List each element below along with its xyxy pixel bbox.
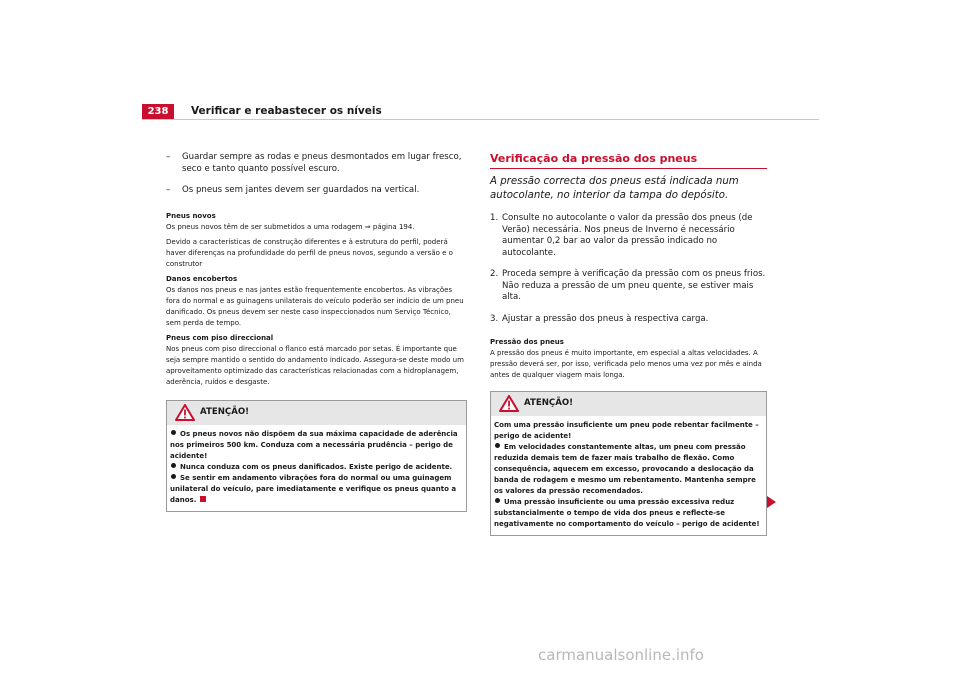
warning-item <box>170 473 462 506</box>
warning-header <box>167 401 466 425</box>
step-text: Ajustar a pressão dos pneus à respectiva carga. <box>502 313 709 324</box>
new-tyres-heading: Pneus novos <box>166 211 216 220</box>
next-page-arrow-icon[interactable] <box>767 496 776 508</box>
hidden-damage-paragraph: Os danos nos pneus e nas jantes estão frequentemente encobertos. As vibrações fora do normal e as guinagens unilaterais do veículo poderão ser indício de um pneu danificado. Os pneus devem ser neste caso inspeccionados num Serviço Técnico, sem perda de tempo. <box>166 285 464 327</box>
warning-body <box>491 416 766 535</box>
new-tyres-paragraph-1 <box>166 222 467 233</box>
page-reference-link[interactable]: ⇒ página 194. <box>364 222 415 231</box>
warning-item-text: Os pneus novos não dispõem da sua máxima capacidade de aderência nos primeiros 500 km. Conduza com a necessária prudência – perigo de acidente! <box>170 429 458 460</box>
step-item <box>490 213 767 259</box>
bullet-icon <box>171 474 176 479</box>
warning-header <box>491 392 766 416</box>
warning-item <box>494 442 762 497</box>
dash-marker: – <box>166 185 171 195</box>
warning-item-text: Em velocidades constantemente altas, um pneu com pressão reduzida demais tem de fazer mais trabalho de flexão. Como consequência, aquecem em excesso, provocando a deslocação da banda de rodagem e mesmo um rebentamento. Mantenha sempre os valores da pressão recomendados. <box>494 443 756 495</box>
left-column <box>166 152 467 512</box>
warning-item-text: Se sentir em andamento vibrações fora do normal ou uma guinagem unilateral do veículo, pare imediatamente e verifique os pneus quanto a danos. <box>170 473 457 504</box>
section-lead: A pressão correcta dos pneus está indicada num autocolante, no interior da tampa do depósito. <box>490 176 739 201</box>
step-number: 2. <box>490 269 499 279</box>
bullet-icon <box>495 443 500 448</box>
warning-title: ATENÇÃO! <box>524 398 574 408</box>
header-rule <box>142 119 819 120</box>
warning-body <box>167 425 466 511</box>
step-text: Consulte no autocolante o valor da pressão dos pneus (de Verão) necessária. Nos pneus de Inverno é necessário aumentar 0,2 bar ao valor da pressão indicado no autocolante. <box>502 213 753 258</box>
step-text: Proceda sempre à verificação da pressão com os pneus frios. Não reduza a pressão de um pneu quente, se estiver mais alta. <box>502 269 766 302</box>
warning-box-right <box>490 391 767 536</box>
new-tyres-paragraph-2: Devido a características de construção diferentes e à estrutura do perfil, poderá haver diferenças na profundidade do perfil de pneus novos, segundo a versão e o construtor <box>166 237 453 268</box>
new-tyres-text: Os pneus novos têm de ser submetidos a uma rodagem <box>166 222 365 231</box>
bullet-icon <box>495 498 500 503</box>
hidden-damage-heading: Danos encobertos <box>166 274 238 283</box>
end-square-icon <box>200 496 206 502</box>
page-number: 238 <box>142 104 174 119</box>
step-number: 1. <box>490 213 499 223</box>
pressure-paragraph: A pressão dos pneus é muito importante, em especial a altas velocidades. A pressão deverá ser, por isso, verificada pelo menos uma vez por mês e ainda antes de qualquer viagem mais longa. <box>490 349 762 379</box>
dash-item <box>166 152 467 175</box>
section-title: Verificação da pressão dos pneus <box>490 152 698 165</box>
section-rule <box>490 168 767 169</box>
warning-title: ATENÇÃO! <box>200 406 250 417</box>
warning-item <box>170 462 462 473</box>
step-item <box>490 314 767 326</box>
directional-heading: Pneus com piso direccional <box>166 333 274 342</box>
pressure-heading: Pressão dos pneus <box>490 338 564 346</box>
warning-box-left <box>166 400 467 512</box>
warning-item <box>494 497 762 530</box>
warning-lead: Com uma pressão insuficiente um pneu pode rebentar facilmente – perigo de acidente! <box>494 421 759 440</box>
running-title: Verificar e reabastecer os níveis <box>191 105 382 117</box>
step-item <box>490 269 767 304</box>
warning-triangle-icon <box>499 395 519 412</box>
dash-marker: – <box>166 152 171 162</box>
warning-item-text: Uma pressão insuficiente ou uma pressão excessiva reduz substancialmente o tempo de vida dos pneus e reflecte-se negativamente no comportamento do veículo – perigo de acidente! <box>494 498 760 528</box>
warning-item-text: Nunca conduza com os pneus danificados. Existe perigo de acidente. <box>180 462 453 471</box>
directional-paragraph: Nos pneus com piso direccional o flanco está marcado por setas. É importante que seja sempre mantido o sentido do andamento indicado. Assegura-se deste modo um aproveitamento optimizado das características relacionadas com a hidroplanagem, aderência, ruídos e desgaste. <box>166 344 464 386</box>
dash-item <box>166 185 467 197</box>
right-column <box>490 152 767 536</box>
dash-item-text: Guardar sempre as rodas e pneus desmontados em lugar fresco, seco e tanto quanto possível escuro. <box>182 152 462 174</box>
bullet-icon <box>171 463 176 468</box>
warning-item <box>170 429 462 462</box>
dash-item-text: Os pneus sem jantes devem ser guardados na vertical. <box>182 185 420 195</box>
step-number: 3. <box>490 313 499 324</box>
watermark: carmanualsonline.info <box>538 646 704 664</box>
bullet-icon <box>171 430 176 435</box>
warning-triangle-icon <box>175 404 195 421</box>
